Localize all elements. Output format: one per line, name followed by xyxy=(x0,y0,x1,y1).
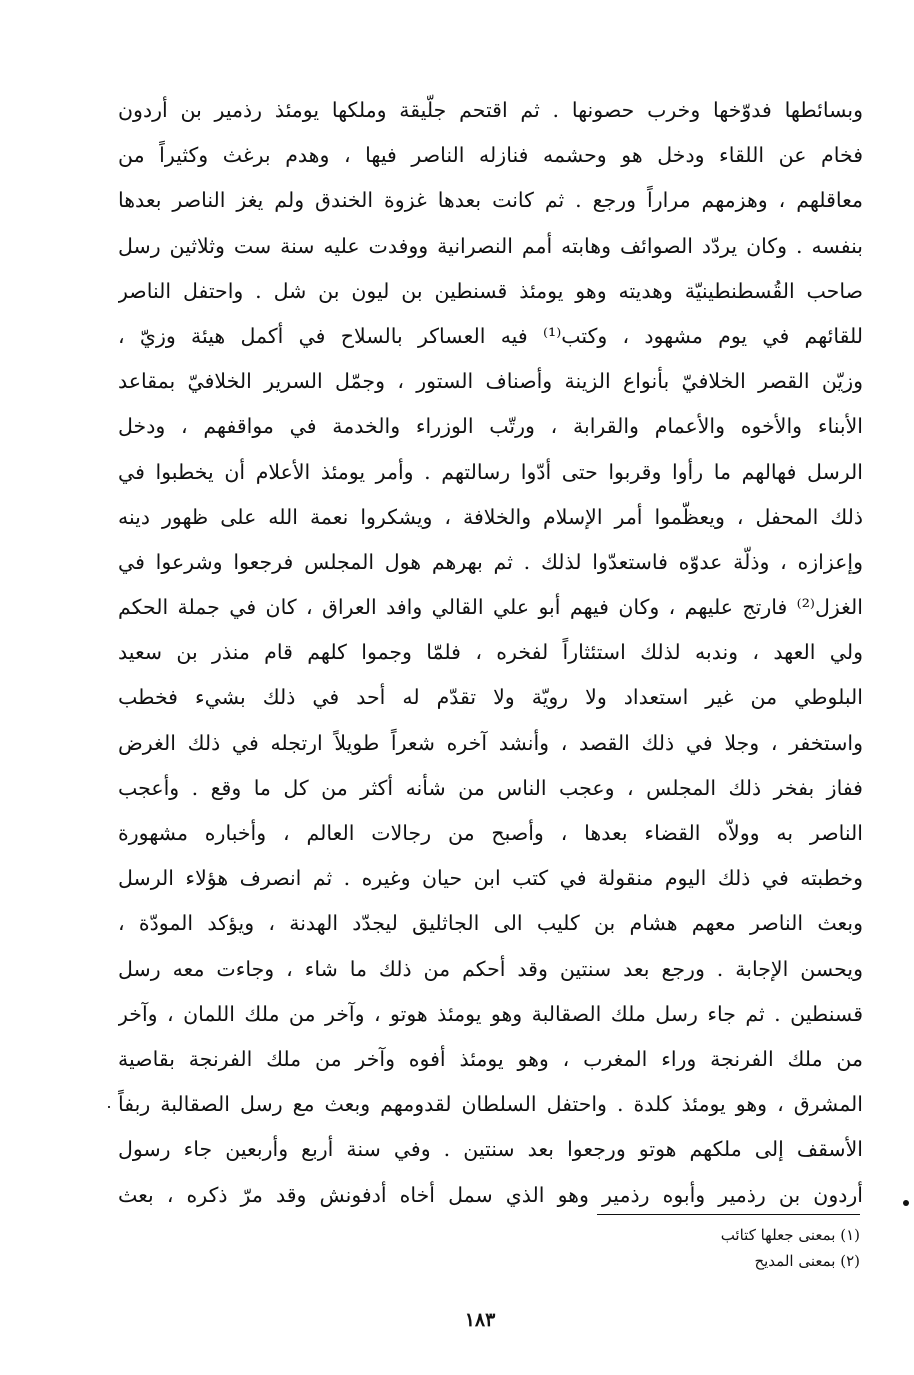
footnote-1: (١) بمعنى جعلها كتائب xyxy=(720,1226,860,1244)
text-line: واستخفر ، وجلا في ذلك القصد ، وأنشد آخره شعراً طويلاً ارتجله في ذلك الغرض xyxy=(118,730,863,755)
text-line: وخطبته في ذلك اليوم منقولة في كتب ابن حيان وغيره . ثم انصرف هؤلاء الرسل xyxy=(118,866,863,891)
text-line: الناصر به وولاّه القضاء بعدها ، وأصبح من رجالات العالم ، وأخباره مشهورة xyxy=(118,821,863,845)
footnote-2: (٢) بمعنى المديح xyxy=(754,1252,860,1270)
main-text-block xyxy=(118,88,863,1218)
text-line: وإعزازه ، وذلّة عدوّه فاستعدّوا لذلك . ثم بهرهم هول المجلس فرجعوا وشرعوا في xyxy=(118,549,863,574)
margin-dot xyxy=(903,1200,909,1206)
text-line: ذلك المحفل ، ويعظّموا أمر الإسلام والخلافة ، ويشكروا نعمة الله على ظهور دينه xyxy=(118,504,863,529)
text-line: ويحسن الإجابة . ورجع بعد سنتين وقد أحكم من ذلك ما شاء ، وجاءت معه رسل xyxy=(118,956,863,981)
text-line: وبعث الناصر معهم هشام بن كليب الى الجاثليق ليجدّد الهدنة ، ويؤكد المودّة ، xyxy=(118,911,863,936)
page-number: ١٨٣ xyxy=(464,1309,496,1331)
text-line: معاقلهم ، وهزمهم مراراً ورجع . ثم كانت بعدها غزوة الخندق ولم يغز الناصر بعدها xyxy=(118,188,863,213)
text-line: الأسقف إلى ملكهم هوتو ورجعوا بعد سنتين . وفي سنة أربع وأربعين جاء رسول xyxy=(118,1137,863,1162)
text-line: الرسل فهالهم ما رأوا وقربوا حتى أدّوا رسالتهم . وأمر يومئذ الأعلام أن يخطبوا في xyxy=(118,459,863,484)
text-line: أردون بن رذمير وأبوه رذمير وهو الذي سمل أخاه أدفونش وقد مرّ ذكره ، بعث xyxy=(118,1182,863,1207)
footnote-divider xyxy=(597,1214,860,1215)
text-line: وزيّن القصر الخلافيّ بأنواع الزينة وأصناف الستور ، وجمّل السرير الخلافيّ بمقاعد xyxy=(118,369,863,394)
footnotes xyxy=(560,1222,860,1274)
text-line: البلوطي من غير استعداد ولا رويّة ولا تقدّم له أحد في ذلك بشيء فخطب xyxy=(118,685,863,710)
text-line: ولي العهد ، وندبه لذلك استئثاراً لفخره ، فلمّا وجموا كلهم قام منذر بن سعيد xyxy=(118,640,863,665)
text-line: المشرق ، وهو يومئذ كلدة . واحتفل السلطان لقدومهم وبعث مع رسل الصقالبة ربفاً xyxy=(118,1092,863,1117)
text-line: الغزل⁽²⁾ فارتج عليهم ، وكان فيهم أبو علي القالي وافد العراق ، كان في جملة الحكم xyxy=(118,595,863,620)
text-line: صاحب القُسطنطينيّة وهديته وهو يومئذ قسنطين بن ليون بن شل . واحتفل الناصر xyxy=(118,278,863,303)
text-line: وبسائطها فدوّخها وخرب حصونها . ثم اقتحم جلّيقة وملكها يومئذ رذمير بن أردون xyxy=(118,98,863,122)
text-line: للقائهم في يوم مشهود ، وكتب⁽¹⁾ فيه العساكر بالسلاح في أكمل هيئة وزيّ ، xyxy=(118,323,863,348)
text-line: من ملك الفرنجة وراء المغرب ، وهو يومئذ أفوه وآخر من ملك الفرنجة بقاصية xyxy=(118,1046,863,1071)
text-line: ففاز بفخر ذلك المجلس ، وعجب الناس من شأنه أكثر من كل ما وقع . وأعجب xyxy=(118,775,863,800)
page-speck xyxy=(108,1106,110,1108)
text-line: الأبناء والأخوه والأعمام والقرابة ، ورتّب الوزراء والخدمة في مواقفهم ، ودخل xyxy=(118,414,863,439)
text-line: بنفسه . وكان يردّد الصوائف وهابته أمم النصرانية ووفدت عليه سنة ست وثلاثين رسل xyxy=(118,233,863,258)
text-line: فخام عن اللقاء ودخل هو وحشمه فنازله الناصر فيها ، وهدم برغث وكثيراً من xyxy=(118,143,863,168)
text-line: قسنطين . ثم جاء رسل ملك الصقالبة وهو يومئذ هوتو ، وآخر من ملك اللمان ، وآخر xyxy=(118,1001,863,1026)
